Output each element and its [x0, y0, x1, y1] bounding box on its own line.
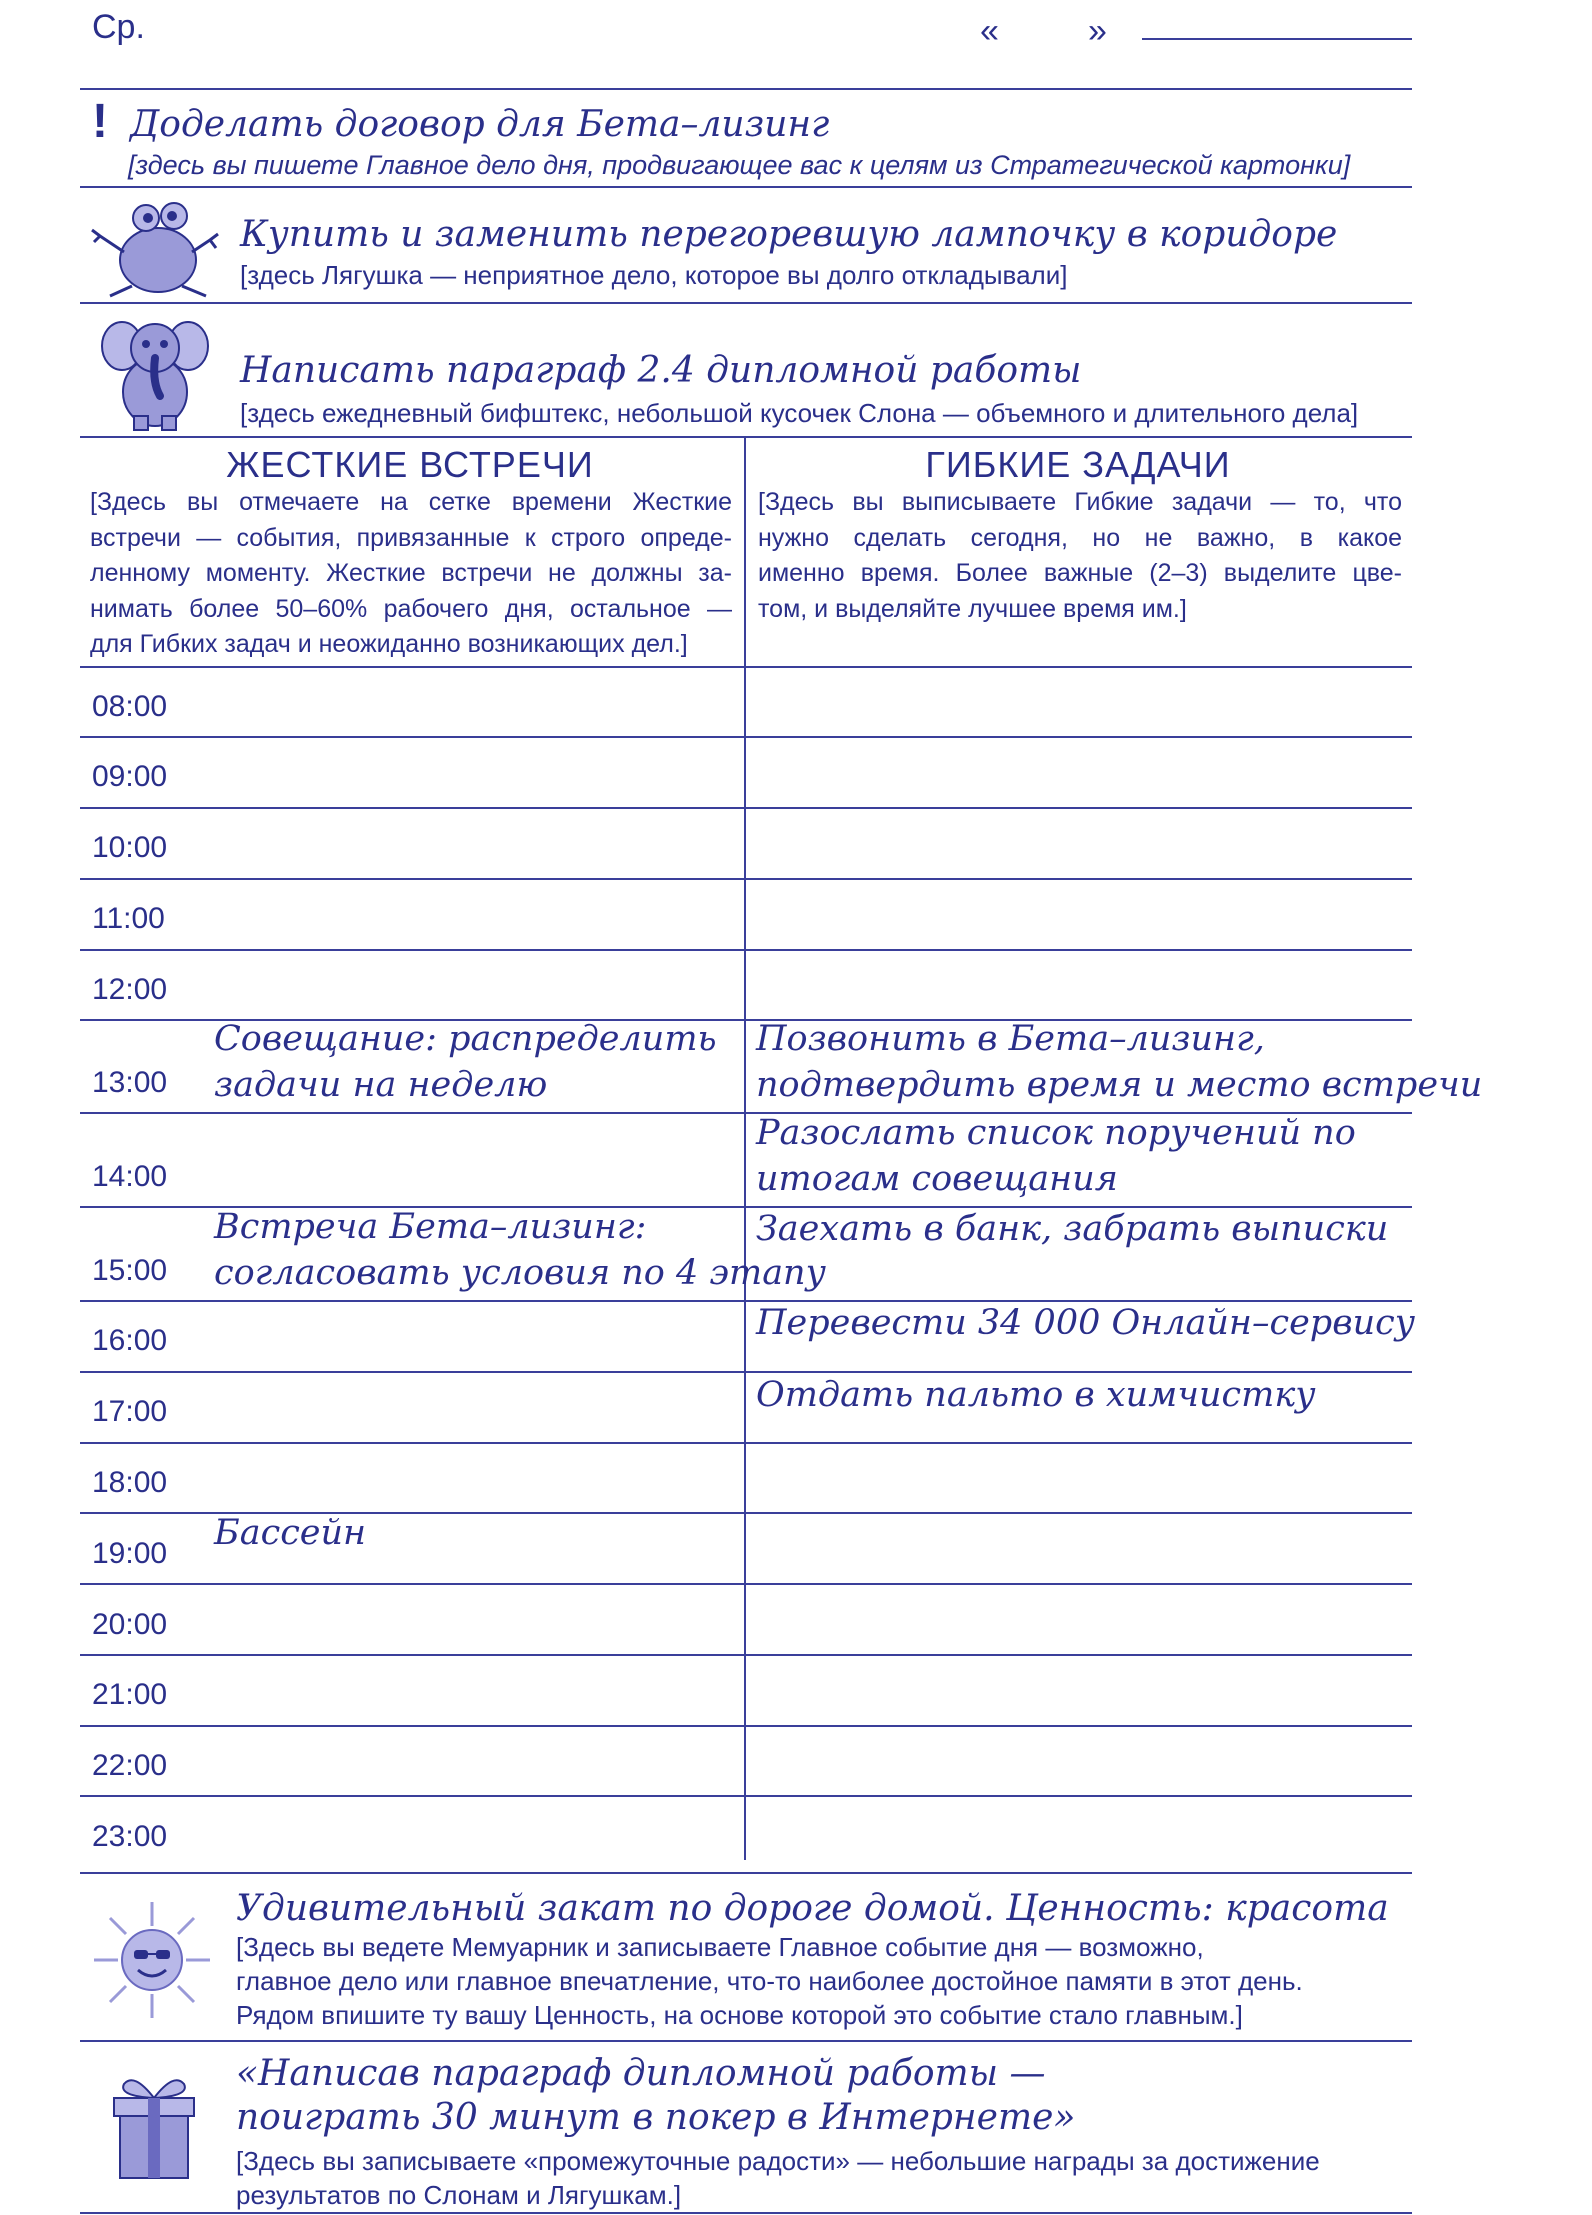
grid-row-rule	[80, 1442, 1412, 1444]
reward-hint	[236, 2144, 1320, 2212]
meeting-entry[interactable]	[214, 1204, 826, 1296]
memoir-text[interactable]: Удивительный закат по дороге домой. Ценность: красота	[236, 1888, 1389, 1929]
meeting-line: Совещание: распределить	[214, 1019, 717, 1059]
time-label: 23:00	[92, 1820, 168, 1853]
grid-row-rule	[80, 1583, 1412, 1585]
gift-icon	[104, 2070, 204, 2182]
flex-desc-line: том, и выделяйте лучшее время им.]	[758, 594, 1187, 623]
memoir-hint-line: главное дело или главное впечатление, что-то наиболее достойное памяти в этот день.	[236, 1966, 1303, 1996]
grid-row-rule	[80, 666, 1412, 668]
weekday-label: Ср.	[92, 8, 145, 46]
task-entry[interactable]	[756, 1372, 1316, 1418]
memoir-hint	[236, 1930, 1303, 2032]
task-entry[interactable]	[756, 1206, 1388, 1252]
meeting-entry[interactable]	[214, 1016, 717, 1108]
time-label: 17:00	[92, 1395, 168, 1428]
reward-hint-line: [Здесь вы записываете «промежуточные радости» — небольшие награды за достижение	[236, 2146, 1320, 2176]
task-entry[interactable]	[756, 1300, 1415, 1346]
time-label: 14:00	[92, 1160, 168, 1193]
frog-task-hint: [здесь Лягушка — неприятное дело, которое вы долго откладывали]	[240, 260, 1068, 290]
hard-desc-line: [Здесь вы отмечаете на сетке времени Жесткие	[90, 488, 732, 516]
time-label: 12:00	[92, 973, 168, 1006]
meeting-entry[interactable]	[214, 1510, 366, 1556]
time-label: 20:00	[92, 1608, 168, 1641]
column-divider	[744, 436, 746, 1860]
hard-meetings-description	[90, 485, 732, 663]
reward-text[interactable]	[236, 2052, 1075, 2140]
time-label: 18:00	[92, 1466, 168, 1499]
flex-desc-line: [Здесь вы выписываете Гибкие задачи — то, что	[758, 488, 1402, 516]
grid-row-rule	[80, 1654, 1412, 1656]
time-label: 10:00	[92, 831, 168, 864]
meeting-line: Встреча Бета–лизинг:	[214, 1207, 647, 1247]
time-label: 21:00	[92, 1678, 168, 1711]
date-quote-close: »	[1088, 12, 1107, 50]
grid-row-rule	[80, 878, 1412, 880]
elephant-task-text[interactable]: Написать параграф 2.4 дипломной работы	[240, 350, 1082, 391]
time-label: 22:00	[92, 1749, 168, 1782]
task-line: Разослать список поручений по	[756, 1113, 1356, 1153]
elephant-icon	[100, 312, 210, 432]
rule-grid-bottom	[80, 1872, 1412, 1874]
hard-desc-line: встречи — события, привязанные к строго опреде-	[90, 523, 732, 552]
rule-main-task	[80, 186, 1412, 188]
frog-task-text[interactable]: Купить и заменить перегоревшую лампочку в коридоре	[240, 214, 1338, 255]
reward-line: «Написав параграф дипломной работы —	[236, 2053, 1046, 2094]
grid-row-rule	[80, 949, 1412, 951]
rule-elephant-task	[80, 436, 1412, 438]
meeting-line: задачи на неделю	[214, 1065, 548, 1105]
time-label: 13:00	[92, 1066, 168, 1099]
exclamation-mark: !	[92, 95, 108, 148]
meeting-line: согласовать условия по 4 этапу	[214, 1253, 826, 1293]
grid-row-rule	[80, 1725, 1412, 1727]
rule-header	[80, 88, 1412, 90]
task-line: итогам совещания	[756, 1159, 1118, 1199]
flexible-tasks-description	[758, 485, 1402, 627]
task-line: Заехать в банк, забрать выписки	[756, 1209, 1389, 1249]
time-label: 09:00	[92, 760, 168, 793]
time-label: 11:00	[92, 902, 165, 935]
flex-desc-line: нужно сделать сегодня, но не важно, в какое	[758, 523, 1402, 552]
flexible-tasks-title: ГИБКИЕ ЗАДАЧИ	[925, 444, 1231, 485]
grid-row-rule	[80, 807, 1412, 809]
main-task-hint: [здесь вы пишете Главное дело дня, продвигающее вас к целям из Стратегической картонки]	[128, 150, 1351, 180]
task-line: Перевести 34 000 Онлайн–сервису	[756, 1303, 1416, 1343]
date-quote-open: «	[980, 12, 999, 50]
hard-meetings-title: ЖЕСТКИЕ ВСТРЕЧИ	[226, 444, 594, 485]
memoir-hint-line: Рядом впишите ту вашу Ценность, на основе которой это событие стало главным.]	[236, 2000, 1243, 2030]
task-line: Позвонить в Бета–лизинг,	[756, 1019, 1265, 1059]
grid-row-rule	[80, 736, 1412, 738]
task-line: Отдать пальто в химчистку	[756, 1375, 1316, 1415]
date-underline[interactable]	[1142, 38, 1412, 40]
reward-hint-line: результатов по Слонам и Лягушкам.]	[236, 2180, 682, 2210]
rule-memoir	[80, 2040, 1412, 2042]
time-label: 15:00	[92, 1254, 168, 1287]
task-line: подтвердить время и место встречи	[756, 1065, 1483, 1105]
time-label: 19:00	[92, 1537, 168, 1570]
task-entry[interactable]	[756, 1110, 1356, 1202]
rule-bottom	[80, 2212, 1412, 2214]
sun-icon	[92, 1900, 212, 2020]
elephant-task-hint: [здесь ежедневный бифштекс, небольшой кусочек Слона — объемного и длительного дела]	[240, 398, 1359, 428]
hard-desc-line: ленному моменту. Жесткие встречи не должны за-	[90, 559, 732, 587]
rule-frog-task	[80, 302, 1412, 304]
time-label: 08:00	[92, 690, 168, 723]
frog-icon	[90, 196, 220, 300]
time-label: 16:00	[92, 1324, 168, 1357]
main-task-text[interactable]: Доделать договор для Бета–лизинг	[130, 104, 830, 145]
meeting-line: Бассейн	[214, 1513, 367, 1553]
hard-desc-line: для Гибких задач и неожиданно возникающих дел.]	[90, 630, 688, 658]
hard-desc-line: нимать более 50–60% рабочего дня, остальное —	[90, 594, 732, 623]
task-entry[interactable]	[756, 1016, 1482, 1108]
grid-row-rule	[80, 1795, 1412, 1797]
memoir-hint-line: [Здесь вы ведете Мемуарник и записываете Главное событие дня — возможно,	[236, 1932, 1204, 1962]
reward-line: поиграть 30 минут в покер в Интернете»	[236, 2097, 1076, 2138]
flex-desc-line: именно время. Более важные (2–3) выделите цве-	[758, 559, 1402, 587]
